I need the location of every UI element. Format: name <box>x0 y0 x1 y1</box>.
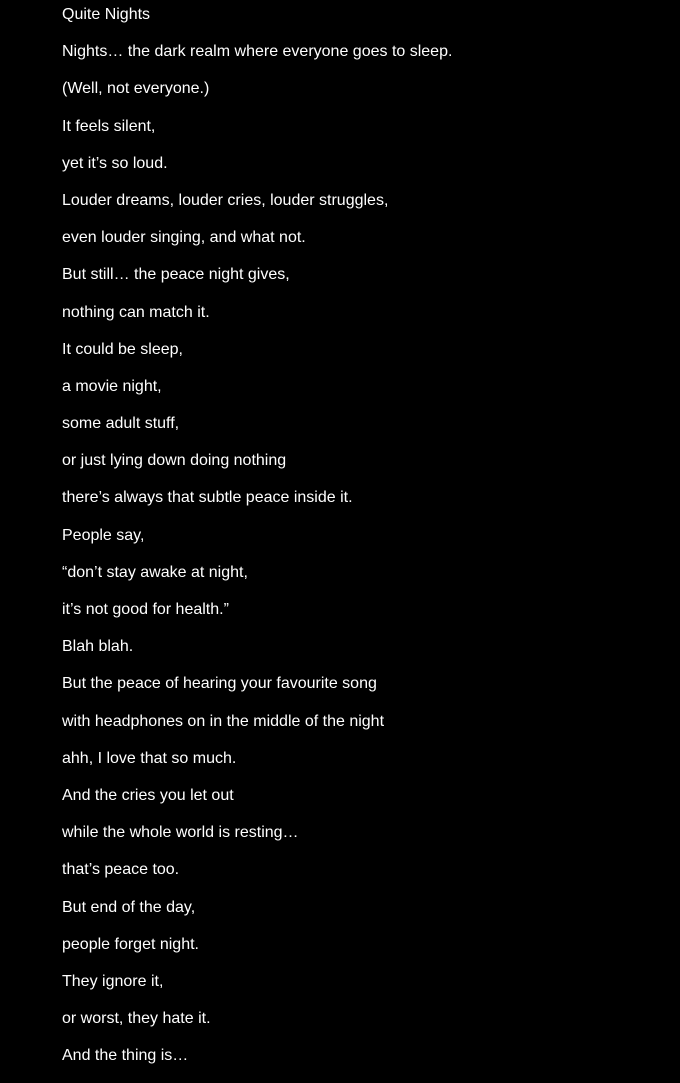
poem-line: Louder dreams, louder cries, louder struggles, <box>62 191 389 209</box>
poem-line: (Well, not everyone.) <box>62 80 210 98</box>
poem-line: ahh, I love that so much. <box>62 749 237 767</box>
poem-line: People say, <box>62 526 145 544</box>
poem-line: some adult stuff, <box>62 415 180 433</box>
poem-line: even louder singing, and what not. <box>62 229 306 247</box>
poem-line: But end of the day, <box>62 898 196 916</box>
poem-line: or just lying down doing nothing <box>62 452 287 470</box>
poem-line: a movie night, <box>62 377 162 395</box>
poem-line: there’s always that subtle peace inside it. <box>62 489 353 507</box>
poem-line: But the peace of hearing your favourite song <box>62 675 377 693</box>
poem-line: It feels silent, <box>62 117 156 135</box>
poem-line: people forget night. <box>62 935 199 953</box>
poem-document <box>62 5 660 1083</box>
poem-line: with headphones on in the middle of the night <box>62 712 385 730</box>
poem-line: while the whole world is resting… <box>62 824 299 842</box>
poem-line: it’s not good for health.” <box>62 601 229 618</box>
poem-line: But still… the peace night gives, <box>62 266 290 284</box>
poem-line: And the cries you let out <box>62 786 234 804</box>
poem-line: or worst, they hate it. <box>62 1010 211 1028</box>
poem-line: nothing can match it. <box>62 303 210 321</box>
poem-title: Quite Nights <box>62 6 151 23</box>
poem-line: “don’t stay awake at night, <box>62 563 248 581</box>
poem-line: Nights… the dark realm where everyone goes to sleep. <box>62 43 453 61</box>
poem-line: Blah blah. <box>62 638 134 656</box>
poem-line: yet it’s so loud. <box>62 154 168 172</box>
poem-line: that’s peace too. <box>62 861 180 879</box>
poem-line: And the thing is… <box>62 1047 189 1065</box>
poem-line: It could be sleep, <box>62 340 183 358</box>
poem-line: They ignore it, <box>62 972 164 990</box>
